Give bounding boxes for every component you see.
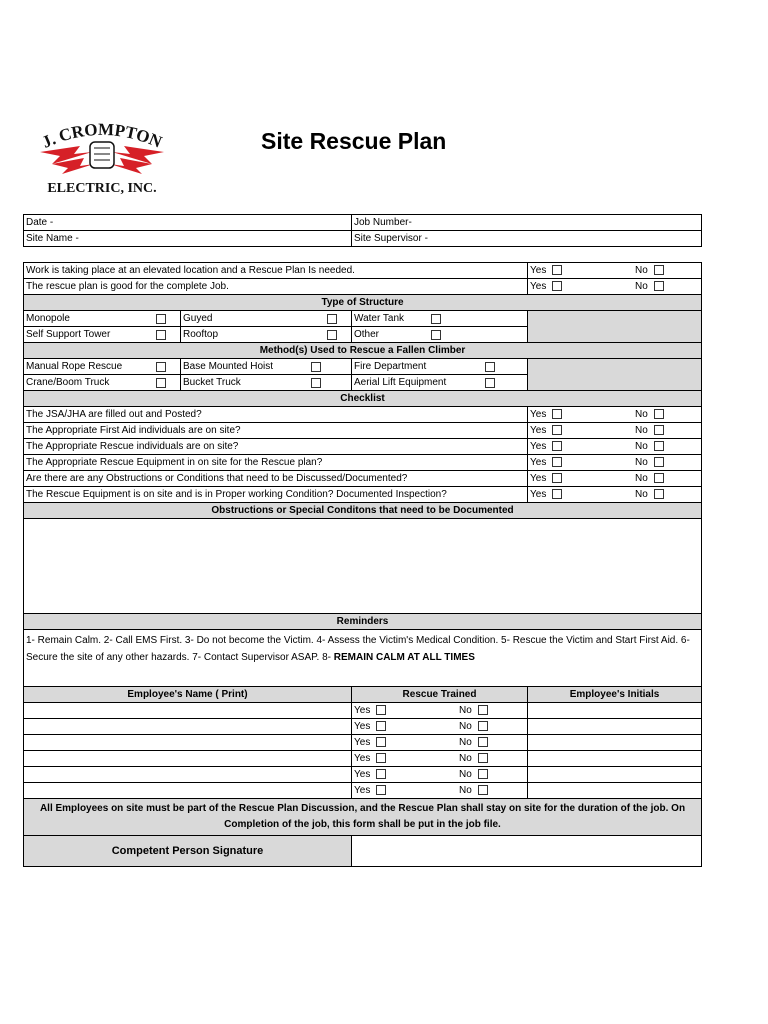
employee-initials-cell[interactable] (528, 735, 702, 751)
checklist-answer: Yes No (528, 455, 702, 471)
checkbox[interactable] (156, 330, 166, 340)
method-option: Base Mounted Hoist (181, 359, 352, 375)
employee-name-cell[interactable] (24, 735, 352, 751)
structure-option: Rooftop (181, 327, 352, 343)
no-checkbox[interactable] (654, 489, 664, 499)
no-checkbox[interactable] (654, 265, 664, 275)
methods-heading: Method(s) Used to Rescue a Fallen Climber (24, 343, 702, 359)
method-option: Crane/Boom Truck (24, 375, 181, 391)
logo-line2: ELECTRIC, INC. (47, 181, 157, 196)
structure-option: Monopole (24, 311, 181, 327)
signature-label: Competent Person Signature (24, 836, 352, 867)
rescue-trained-header: Rescue Trained (352, 687, 528, 703)
rescue-trained-cell: Yes No (352, 735, 528, 751)
structure-option: Water Tank (352, 311, 528, 327)
checklist-item: The Appropriate Rescue individuals are on site? (24, 439, 528, 455)
yes-checkbox[interactable] (376, 785, 386, 795)
no-checkbox[interactable] (478, 753, 488, 763)
no-checkbox[interactable] (654, 409, 664, 419)
date-field[interactable]: Date - (24, 215, 352, 231)
checkbox[interactable] (327, 330, 337, 340)
reminders-emphasis: REMAIN CALM AT ALL TIMES (333, 652, 475, 663)
yes-checkbox[interactable] (552, 457, 562, 467)
rescue-trained-cell: Yes No (352, 703, 528, 719)
reminders-text: 1- Remain Calm. 2- Call EMS First. 3- Do not become the Victim. 4- Assess the Victim's Medical Condition. 5- Rescue the Victim and Start First Aid. 6- Secure the site of any other hazards. 7- Contact Supervisor ASAP. 8- REMAIN CALM AT ALL TIMES (24, 630, 702, 687)
obstructions-notes-area[interactable] (24, 519, 702, 614)
checklist-item: The Appropriate Rescue Equipment in on site for the Rescue plan? (24, 455, 528, 471)
reminders-heading: Reminders (24, 614, 702, 630)
structure-gray-cell (528, 311, 702, 343)
no-checkbox[interactable] (654, 281, 664, 291)
checklist-answer: Yes No (528, 487, 702, 503)
intro-question-2: The rescue plan is good for the complete Job. (24, 279, 528, 295)
signature-field[interactable] (352, 836, 702, 867)
rescue-trained-cell: Yes No (352, 719, 528, 735)
obstructions-heading: Obstructions or Special Conditons that need to be Documented (24, 503, 702, 519)
employee-initials-cell[interactable] (528, 767, 702, 783)
logo-line1: J. CROMPTON (39, 119, 165, 152)
yes-checkbox[interactable] (376, 705, 386, 715)
yes-checkbox[interactable] (376, 769, 386, 779)
intro-answer-1: Yes No (528, 263, 702, 279)
main-form-table (23, 262, 702, 867)
intro-answer-2: Yes No (528, 279, 702, 295)
checklist-answer: Yes No (528, 407, 702, 423)
yes-checkbox[interactable] (552, 425, 562, 435)
rescue-trained-cell: Yes No (352, 783, 528, 799)
yes-checkbox[interactable] (552, 441, 562, 451)
header-info-table (23, 214, 702, 247)
checkbox[interactable] (156, 314, 166, 324)
checkbox[interactable] (431, 330, 441, 340)
employee-name-cell[interactable] (24, 703, 352, 719)
employee-initials-cell[interactable] (528, 703, 702, 719)
employee-name-header: Employee's Name ( Print) (24, 687, 352, 703)
job-number-field[interactable]: Job Number- (352, 215, 702, 231)
checklist-item: The JSA/JHA are filled out and Posted? (24, 407, 528, 423)
site-name-field[interactable]: Site Name - (24, 231, 352, 247)
employee-name-cell[interactable] (24, 767, 352, 783)
structure-option: Other (352, 327, 528, 343)
structure-option: Guyed (181, 311, 352, 327)
no-checkbox[interactable] (478, 721, 488, 731)
intro-question-1: Work is taking place at an elevated location and a Rescue Plan Is needed. (24, 263, 528, 279)
checkbox[interactable] (485, 362, 495, 372)
yes-checkbox[interactable] (376, 737, 386, 747)
method-option: Aerial Lift Equipment (352, 375, 528, 391)
no-checkbox[interactable] (654, 457, 664, 467)
methods-gray-cell (528, 359, 702, 391)
company-logo (22, 116, 182, 200)
checklist-item: The Appropriate First Aid individuals are on site? (24, 423, 528, 439)
checkbox[interactable] (485, 378, 495, 388)
checklist-item: Are there are any Obstructions or Conditions that need to be Discussed/Documented? (24, 471, 528, 487)
structure-option: Self Support Tower (24, 327, 181, 343)
employee-name-cell[interactable] (24, 751, 352, 767)
rescue-trained-cell: Yes No (352, 751, 528, 767)
no-checkbox[interactable] (478, 785, 488, 795)
page-title: Site Rescue Plan (261, 128, 447, 154)
yes-checkbox[interactable] (376, 753, 386, 763)
checklist-item: The Rescue Equipment is on site and is in Proper working Condition? Documented Inspection? (24, 487, 528, 503)
checkbox[interactable] (327, 314, 337, 324)
no-checkbox[interactable] (654, 441, 664, 451)
checklist-answer: Yes No (528, 471, 702, 487)
yes-checkbox[interactable] (552, 409, 562, 419)
checklist-answer: Yes No (528, 439, 702, 455)
no-checkbox[interactable] (478, 737, 488, 747)
yes-checkbox[interactable] (552, 265, 562, 275)
employee-name-cell[interactable] (24, 719, 352, 735)
site-supervisor-field[interactable]: Site Supervisor - (352, 231, 702, 247)
checkbox[interactable] (156, 362, 166, 372)
checklist-answer: Yes No (528, 423, 702, 439)
rescue-plan-notice: All Employees on site must be part of the Rescue Plan Discussion, and the Rescue Plan shall stay on site for the duration of the job. On Completion of the job, this form shall be put in the job file. (24, 799, 702, 836)
yes-checkbox[interactable] (552, 489, 562, 499)
employee-initials-header: Employee's Initials (528, 687, 702, 703)
checkbox[interactable] (311, 362, 321, 372)
employee-name-cell[interactable] (24, 783, 352, 799)
no-checkbox[interactable] (478, 769, 488, 779)
no-checkbox[interactable] (654, 473, 664, 483)
checkbox[interactable] (311, 378, 321, 388)
method-option: Manual Rope Rescue (24, 359, 181, 375)
employee-initials-cell[interactable] (528, 751, 702, 767)
method-option: Bucket Truck (181, 375, 352, 391)
checkbox[interactable] (156, 378, 166, 388)
structure-heading: Type of Structure (24, 295, 702, 311)
yes-checkbox[interactable] (552, 473, 562, 483)
employee-initials-cell[interactable] (528, 783, 702, 799)
rescue-trained-cell: Yes No (352, 767, 528, 783)
method-option: Fire Department (352, 359, 528, 375)
no-checkbox[interactable] (654, 425, 664, 435)
no-checkbox[interactable] (478, 705, 488, 715)
checkbox[interactable] (431, 314, 441, 324)
employee-initials-cell[interactable] (528, 719, 702, 735)
yes-checkbox[interactable] (552, 281, 562, 291)
checklist-heading: Checklist (24, 391, 702, 407)
yes-checkbox[interactable] (376, 721, 386, 731)
